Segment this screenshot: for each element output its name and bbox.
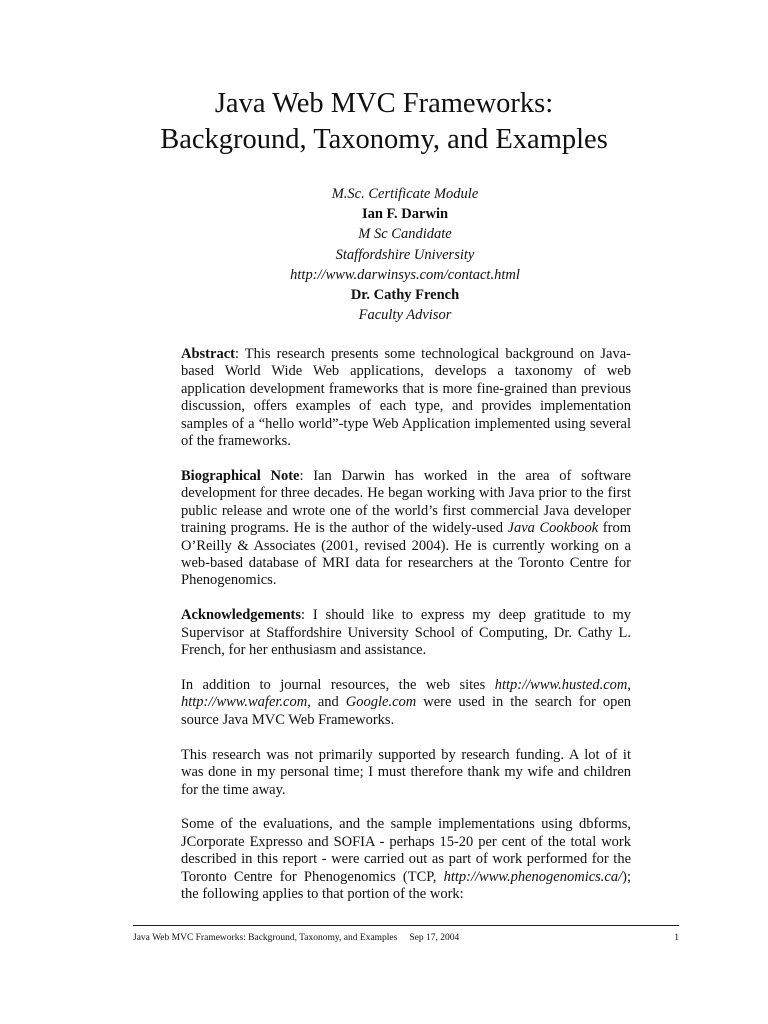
ack-paragraph	[181, 607, 631, 659]
bio-text-1: : Ian Darwin has worked in the area of software development for three decades. He began working with Java prior to the first public release and wrote one of the world’s first commercial Java developer training programs. He is the author of the widely-used	[181, 467, 631, 537]
journal-text-4: were used in the search for open source Java MVC Web Frameworks.	[181, 694, 632, 728]
contact-url[interactable]: http://www.darwinsys.com/contact.html	[290, 266, 520, 283]
page-title	[0, 86, 768, 158]
advisor-role: Faculty Advisor	[358, 307, 452, 324]
author-block	[0, 184, 768, 325]
ack-heading: Acknowledgements	[181, 607, 302, 624]
funding-paragraph: This research was not primarily supported by research funding. A lot of it was done in my personal time; I must therefore thank my wife and children for the time away.	[181, 746, 631, 798]
site-link-google[interactable]: Google.com	[345, 694, 417, 711]
footer-divider	[133, 925, 679, 926]
author-role: M Sc Candidate	[358, 226, 452, 243]
abstract-heading: Abstract	[181, 346, 235, 362]
university: Staffordshire University	[335, 246, 475, 263]
footer-left	[133, 932, 459, 944]
evaluations-paragraph	[181, 816, 631, 903]
phenogenomics-link[interactable]: http://www.phenogenomics.ca/	[443, 868, 623, 885]
footer-date: Sep 17, 2004	[409, 933, 460, 943]
book-title: Java Cookbook	[507, 520, 599, 537]
evaluations-text-1: Some of the evaluations, and the sample implementations using dbforms, JCorporate Expresso and SOFIA - perhaps 15-20 per cent of the total work described in this report - were carried out as part of work performed for the Toronto Centre for Phenogenomics (TCP,	[181, 816, 631, 885]
site-link-husted[interactable]: http://www.husted.com	[494, 677, 628, 693]
title-line-1: Java Web MVC Frameworks:	[214, 88, 554, 119]
advisor-name: Dr. Cathy French	[350, 287, 460, 304]
page-number: 1	[674, 933, 679, 943]
journal-text-1: In addition to journal resources, the web sites	[181, 677, 495, 693]
footer-title: Java Web MVC Frameworks: Background, Taxonomy, and Examples	[133, 933, 398, 943]
module-label: M.Sc. Certificate Module	[331, 186, 479, 202]
site-link-wafer[interactable]: http://www.wafer.com	[181, 694, 308, 711]
ack-text: : I should like to express my deep gratitude to my Supervisor at Staffordshire University School of Computing, Dr. Cathy L. French, for her enthusiasm and assistance.	[181, 607, 631, 659]
abstract-paragraph	[181, 346, 631, 450]
body-text	[181, 346, 631, 921]
author-name: Ian F. Darwin	[361, 206, 449, 223]
journal-paragraph	[181, 677, 631, 729]
bio-paragraph	[181, 468, 631, 590]
evaluations-text-2: ); the following applies to that portion of the work:	[181, 868, 631, 903]
abstract-text: : This research presents some technological background on Java-based World Wide Web applications, develops a taxonomy of web application development frameworks that is more fine-grained than previous discussion, offers examples of each type, and provides implementation samples of a “hello world”-type Web Application implemented using several of the frameworks.	[181, 346, 631, 450]
journal-text-2: ,	[627, 677, 631, 693]
bio-heading: Biographical Note	[181, 467, 300, 484]
journal-text-3: , and	[307, 694, 346, 711]
title-line-2: Background, Taxonomy, and Examples	[160, 124, 608, 155]
bio-text-2: from O’Reilly & Associates (2001, revised 2004). He is currently working on a web-based database of MRI data for researchers at the Toronto Centre for Phenogenomics.	[181, 520, 631, 589]
